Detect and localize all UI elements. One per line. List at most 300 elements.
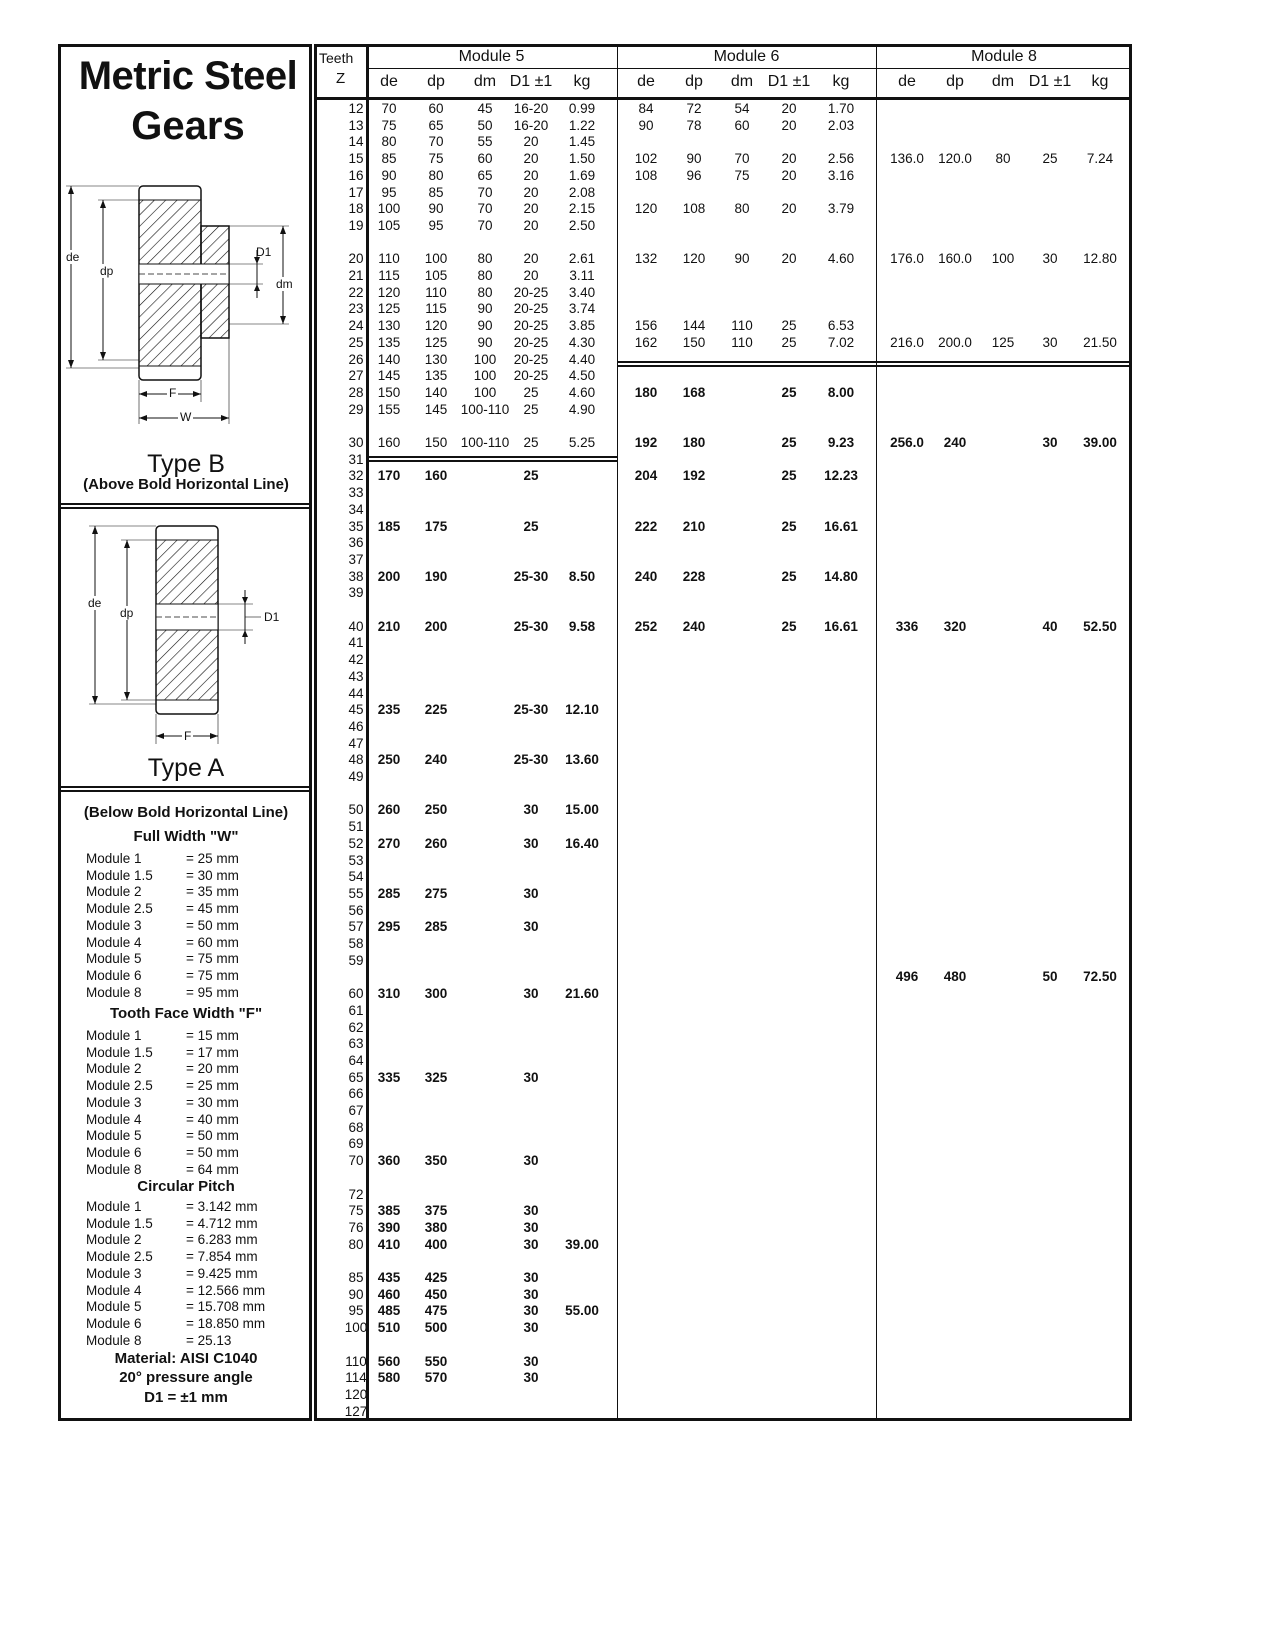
m5-kg-cell: 4.50 [568,368,596,384]
m5-dm-cell: 55 [477,134,493,150]
m5-de-cell: 560 [377,1353,401,1369]
pitch-module: Module 1 [86,1199,142,1214]
full_width-module: Module 8 [86,984,142,1000]
m6-dp-cell: 78 [686,117,702,133]
full_width-value: = 95 mm [186,984,239,1000]
m5-d1-cell: 20 [523,201,539,217]
m5-dp-cell: 90 [428,201,444,217]
teeth-count: 28 [348,384,364,400]
m5-dp-cell: 115 [425,301,447,317]
m5-bold-line [366,456,617,462]
teeth-count: 23 [348,301,364,317]
m6-kg-cell: 2.03 [827,117,855,133]
m5-de-cell: 390 [377,1219,401,1235]
m5-de-cell: 150 [377,384,401,400]
m6-d1-cell: 25 [781,618,797,634]
m5-dm-cell: 70 [477,184,493,200]
m8-kg-cell: 12.80 [1083,251,1117,267]
pitch-value: = 15.708 mm [186,1299,266,1315]
teeth-count: 53 [348,852,364,868]
m5-dp-cell: 60 [428,101,444,116]
m6-kg-cell: 9.23 [827,435,855,450]
m6-de-cell: 240 [634,568,658,584]
m6-kg-cell: 14.80 [824,568,858,584]
teeth-count: 46 [348,718,364,734]
m6-kg-cell: 12.23 [824,468,858,484]
m5-kg-cell: 3.40 [568,284,596,300]
column-header: kg [573,73,591,90]
m6-d1-cell: 20 [781,167,797,183]
teeth-count: 15 [348,151,364,167]
m5-dp-cell: 125 [424,334,448,350]
teeth-count: 22 [348,284,364,300]
m6-kg-cell: 4.60 [827,251,855,267]
m5-dp-cell: 570 [424,1370,448,1386]
m6-de-cell: 102 [634,151,658,167]
m5-d1-cell: 20 [523,167,539,183]
teeth-count: 38 [348,568,364,584]
m5-kg-cell: 1.45 [568,134,596,150]
m5-d1-cell: 25 [523,468,539,484]
teeth-count: 44 [348,685,364,701]
teeth-header: Teeth [319,50,354,66]
teeth-count: 21 [348,268,364,283]
face-module: Module 6 [86,1144,142,1160]
teeth-count: 34 [348,501,364,517]
m5-dp-cell: 325 [424,1069,448,1085]
m5-de-cell: 160 [377,435,401,450]
m5-dp-cell: 375 [424,1203,448,1219]
m6-d1-cell: 20 [781,201,797,217]
m8-dp-cell: 120.0 [938,151,972,167]
m5-dm-cell: 100 [473,384,497,400]
m5-dp-cell: 350 [424,1153,448,1169]
m8-d1-cell: 30 [1042,251,1058,267]
m5-d1-cell: 30 [523,885,539,901]
m6-kg-cell: 7.02 [827,334,855,350]
m5-dp-cell: 450 [424,1286,448,1302]
m5-d1-cell: 30 [523,1219,539,1235]
m6-dp-cell: 108 [682,201,706,217]
m6-kg-cell: 1.70 [827,101,855,116]
m5-kg-cell: 3.85 [568,318,596,334]
teeth-count: 42 [348,652,364,668]
m6-de-cell: 252 [634,618,658,634]
m6-dp-cell: 120 [682,251,706,267]
m8-kg-cell: 72.50 [1083,969,1117,985]
m5-dp-cell: 300 [424,986,448,1002]
m6-kg-cell: 3.79 [827,201,855,217]
face-module: Module 8 [86,1161,142,1177]
teeth-count: 35 [348,518,364,534]
teeth-count: 55 [348,885,364,901]
face-value: = 64 mm [186,1161,239,1177]
m5-d1-cell: 30 [523,1203,539,1219]
teeth-count: 16 [348,167,364,183]
m6-dp-cell: 90 [686,151,702,167]
full_width-value: = 75 mm [186,951,239,967]
teeth-count: 110 [345,1353,367,1369]
face-module: Module 1.5 [86,1044,153,1060]
material-note: Material: AISI C1040 [114,1350,258,1367]
m5-de-cell: 145 [377,368,401,384]
teeth-count: 37 [348,551,364,567]
m5-dp-cell: 425 [424,1270,448,1285]
teeth-count: 61 [348,1002,364,1018]
m5-d1-cell: 30 [523,1270,539,1285]
full_width-module: Module 6 [86,967,142,983]
pitch-module: Module 2.5 [86,1249,153,1265]
m6-dm-cell: 70 [734,151,750,167]
m5-d1-cell: 30 [523,835,539,851]
m5-de-cell: 120 [377,284,401,300]
m5-de-cell: 95 [381,184,397,200]
m5-d1-cell: 20-25 [513,351,549,367]
m5-d1-cell: 25-30 [513,702,549,718]
column-header: dp [946,73,964,90]
full_width-value: = 60 mm [186,934,239,950]
m5-dp-cell: 100 [424,251,448,267]
teeth-count: 13 [348,117,364,133]
m6-de-cell: 192 [634,435,658,450]
type-b-label-d1: D1 [256,245,272,259]
pitch-module: Module 4 [86,1282,142,1298]
m5-de-cell: 510 [377,1320,401,1336]
m5-dp-cell: 250 [424,802,448,818]
m5-kg-cell: 1.22 [568,117,596,133]
m5-dp-cell: 105 [424,268,448,283]
m5-dm-cell: 90 [477,334,493,350]
teeth-count: 30 [348,435,364,450]
teeth-count: 51 [348,819,364,835]
full_width-module: Module 3 [86,917,142,933]
teeth-count: 54 [348,869,364,885]
m5-de-cell: 270 [377,835,401,851]
m5-kg-cell: 8.50 [568,568,596,584]
teeth-count: 56 [348,902,364,918]
column-header: dp [427,73,445,90]
m5-d1-cell: 30 [523,919,539,935]
column-header: D1 ±1 [509,73,553,90]
m5-d1-cell: 16-20 [513,101,549,116]
pitch-module: Module 3 [86,1265,142,1281]
pitch-value: = 18.850 mm [186,1315,266,1331]
m8-kg-cell: 52.50 [1083,618,1117,634]
m5-kg-cell: 2.08 [568,184,596,200]
m5-dp-cell: 400 [424,1236,448,1252]
m6-dp-cell: 96 [686,167,702,183]
type-a-label-de: de [88,596,102,610]
m5-de-cell: 310 [377,986,401,1002]
m6-dm-cell: 90 [734,251,750,267]
teeth-count: 58 [348,936,364,951]
m8-dp-cell: 160.0 [938,251,972,267]
m5-dp-cell: 95 [428,217,444,233]
m6-dp-cell: 228 [682,568,706,584]
m8-d1-cell: 40 [1042,618,1058,634]
m8-de-cell: 216.0 [890,334,924,350]
full_width-value: = 35 mm [186,884,239,900]
d1-tolerance-note: D1 = ±1 mm [144,1389,228,1406]
m6-de-cell: 108 [634,167,658,183]
m5-dm-cell: 70 [477,217,493,233]
header-bottom-rule [314,97,1132,100]
type-a-label-dp: dp [120,606,134,620]
teeth-count: 80 [348,1236,364,1252]
m5-dm-cell: 90 [477,318,493,334]
m8-d1-cell: 30 [1042,435,1058,450]
m5-de-cell: 410 [377,1236,401,1252]
m5-dp-cell: 190 [424,568,448,584]
teeth-count: 68 [348,1119,364,1135]
teeth-count: 69 [348,1136,364,1152]
m5-d1-cell: 30 [523,802,539,818]
type-a-title: Type A [147,754,225,782]
m5-dp-cell: 240 [424,752,448,768]
title-line1: Metric Steel [78,54,298,98]
teeth-count: 65 [348,1069,364,1085]
teeth-count: 90 [348,1286,364,1302]
m8-dm-cell: 100 [991,251,1015,267]
m5-dm-cell: 100 [473,368,497,384]
m5-dp-cell: 260 [424,835,448,851]
pitch-module: Module 8 [86,1332,142,1348]
m6-dp-cell: 168 [682,384,706,400]
column-header: D1 ±1 [1028,73,1072,90]
pitch-value: = 9.425 mm [186,1265,258,1281]
m6-de-cell: 180 [634,384,658,400]
teeth-count: 52 [348,835,364,851]
column-header: kg [1091,73,1109,90]
m8-dm-cell: 80 [995,151,1011,167]
teeth-count: 33 [348,485,364,501]
teeth-count: 17 [348,184,364,200]
teeth-count: 32 [348,468,364,484]
teeth-count: 26 [348,351,364,367]
teeth-count: 14 [348,134,364,150]
m5-dp-cell: 285 [424,919,448,935]
m5-d1-cell: 25-30 [513,568,549,584]
m5-d1-cell: 25 [523,401,539,417]
m6-de-cell: 162 [634,334,658,350]
m5-dp-cell: 85 [428,184,444,200]
face-module: Module 2 [86,1061,142,1077]
m5-kg-cell: 0.99 [568,101,596,116]
teeth-count: 62 [348,1019,364,1035]
m5-dm-cell: 50 [477,117,493,133]
m5-kg-cell: 13.60 [565,752,599,768]
m6-d1-cell: 25 [781,468,797,484]
column-header: dm [473,73,497,90]
m6-de-cell: 156 [634,318,658,334]
teeth-count: 47 [348,735,364,751]
m6-dp-cell: 150 [682,334,706,350]
m5-de-cell: 460 [377,1286,401,1302]
m5-d1-cell: 30 [523,986,539,1002]
m5-de-cell: 260 [377,802,401,818]
m5-d1-cell: 20 [523,268,539,283]
face-value: = 20 mm [186,1061,239,1077]
teeth-count: 29 [348,401,364,417]
m5-dp-cell: 225 [424,702,448,718]
m6-de-cell: 204 [634,468,658,484]
m5-d1-cell: 20 [523,184,539,200]
type-b-label-w: W [180,410,192,424]
m5-kg-cell: 2.61 [568,251,596,267]
m5-de-cell: 385 [377,1203,401,1219]
m5-de-cell: 115 [378,268,400,283]
teeth-count: 76 [348,1219,364,1235]
teeth-count: 19 [348,217,364,233]
full_width-module: Module 5 [86,951,142,967]
m5-dp-cell: 200 [424,618,448,634]
column-header: de [637,73,655,90]
m5-de-cell: 155 [377,401,401,417]
type-b-title: Type B [147,450,225,478]
m5-d1-cell: 30 [523,1286,539,1302]
type-a-diagram [61,520,309,750]
m8-dp-cell: 480 [943,969,967,985]
m5-de-cell: 85 [381,151,397,167]
face-value: = 17 mm [186,1044,239,1060]
face-value: = 50 mm [186,1128,239,1144]
m5-dp-cell: 380 [424,1219,448,1235]
m5-d1-cell: 20 [523,134,539,150]
full_width-value: = 25 mm [186,851,239,866]
m5-kg-cell: 2.50 [568,217,596,233]
circular-pitch-title: Circular Pitch [137,1178,235,1195]
teeth-count: 127 [344,1403,368,1419]
full_width-module: Module 1 [86,851,142,866]
m5-de-cell: 125 [377,301,401,317]
type-b-diagram [61,180,309,440]
m5-d1-cell: 30 [523,1353,539,1369]
teeth-count: 75 [348,1203,364,1219]
m5-dp-cell: 130 [424,351,448,367]
m5-kg-cell: 21.60 [565,986,599,1002]
m5-de-cell: 580 [377,1370,401,1386]
m5-de-cell: 130 [377,318,401,334]
m5-dm-cell: 70 [477,201,493,217]
m5-dp-cell: 65 [428,117,444,133]
m5-d1-cell: 30 [523,1236,539,1252]
m6-dp-cell: 180 [682,435,706,450]
m5-de-cell: 335 [377,1069,401,1085]
m5-dp-cell: 475 [424,1303,448,1319]
face-module: Module 2.5 [86,1078,153,1094]
m8-dm-cell: 125 [991,334,1015,350]
m5-de-cell: 185 [377,518,401,534]
type-b-label-f: F [169,386,177,400]
full_width-value: = 30 mm [186,867,239,883]
m5-dp-cell: 140 [424,384,448,400]
m6-dm-cell: 110 [731,318,753,334]
m5-d1-cell: 25 [523,518,539,534]
m5-dm-cell: 45 [477,101,493,116]
m5-kg-cell: 12.10 [565,702,599,718]
m8-d1-cell: 50 [1042,969,1058,985]
m5-dm-cell: 60 [477,151,493,167]
m5-d1-cell: 30 [523,1153,539,1169]
m8-kg-cell: 39.00 [1083,435,1117,450]
m5-d1-cell: 25 [523,384,539,400]
m5-de-cell: 80 [381,134,397,150]
m5-de-cell: 250 [377,752,401,768]
m5-dp-cell: 150 [424,435,448,450]
full_width-module: Module 2.5 [86,901,153,917]
m8-de-cell: 136.0 [890,151,924,167]
m5-kg-cell: 3.11 [569,268,595,283]
m6-d1-cell: 25 [781,568,797,584]
m5-kg-cell: 4.60 [568,384,596,400]
m6-d1-cell: 25 [781,384,797,400]
pitch-module: Module 2 [86,1232,142,1248]
teeth-count: 12 [348,101,364,116]
m6-kg-cell: 6.53 [827,318,855,334]
m5-dm-cell: 65 [477,167,493,183]
teeth-count: 63 [348,1036,364,1052]
teeth-count: 120 [344,1386,368,1402]
pitch-value: = 25.13 [186,1332,232,1348]
m8-kg-cell: 21.50 [1083,334,1117,350]
z-header: Z [336,70,346,87]
m5-de-cell: 110 [378,251,400,267]
m5-dp-cell: 70 [428,134,444,150]
teeth-count: 45 [348,702,364,718]
m6-dm-cell: 75 [734,167,750,183]
m6-de-cell: 90 [638,117,654,133]
pitch-value: = 4.712 mm [186,1215,258,1231]
teeth-count: 43 [348,668,364,684]
teeth-count: 49 [348,769,364,784]
teeth-count: 20 [348,251,364,267]
m6-dp-cell: 240 [682,618,706,634]
teeth-count: 64 [348,1052,364,1068]
m5-dp-cell: 135 [424,368,448,384]
m8-d1-cell: 30 [1042,334,1058,350]
m8-d1-cell: 25 [1042,151,1058,167]
face-module: Module 1 [86,1028,142,1043]
notes-below-title: (Below Bold Horizontal Line) [83,804,289,821]
m8-de-cell: 336 [895,618,919,634]
m5-kg-cell: 9.58 [568,618,596,634]
full-width-title: Full Width "W" [133,828,239,845]
face-value: = 50 mm [186,1144,239,1160]
face-value: = 40 mm [186,1111,239,1127]
m5-kg-cell: 4.40 [568,351,596,367]
teeth-count: 48 [348,752,364,768]
m8-de-cell: 176.0 [890,251,924,267]
m5-dp-cell: 75 [428,151,444,167]
m5-kg-cell: 4.90 [568,401,596,417]
m5-de-cell: 100 [377,201,401,217]
teeth-count: 60 [348,986,364,1002]
m5-de-cell: 90 [381,167,397,183]
left-divider-1 [61,503,309,509]
m5-kg-cell: 15.00 [565,802,599,818]
m6-dp-cell: 210 [682,518,706,534]
pitch-module: Module 5 [86,1299,142,1315]
type-b-label-de: de [66,250,80,264]
full_width-module: Module 2 [86,884,142,900]
m5-de-cell: 435 [377,1270,401,1285]
m5-d1-cell: 30 [523,1370,539,1386]
pitch-value: = 7.854 mm [186,1249,258,1265]
m8-kg-cell: 7.24 [1086,151,1114,167]
m6-de-cell: 84 [638,101,654,116]
m5-dp-cell: 145 [424,401,448,417]
teeth-count: 67 [348,1103,364,1118]
